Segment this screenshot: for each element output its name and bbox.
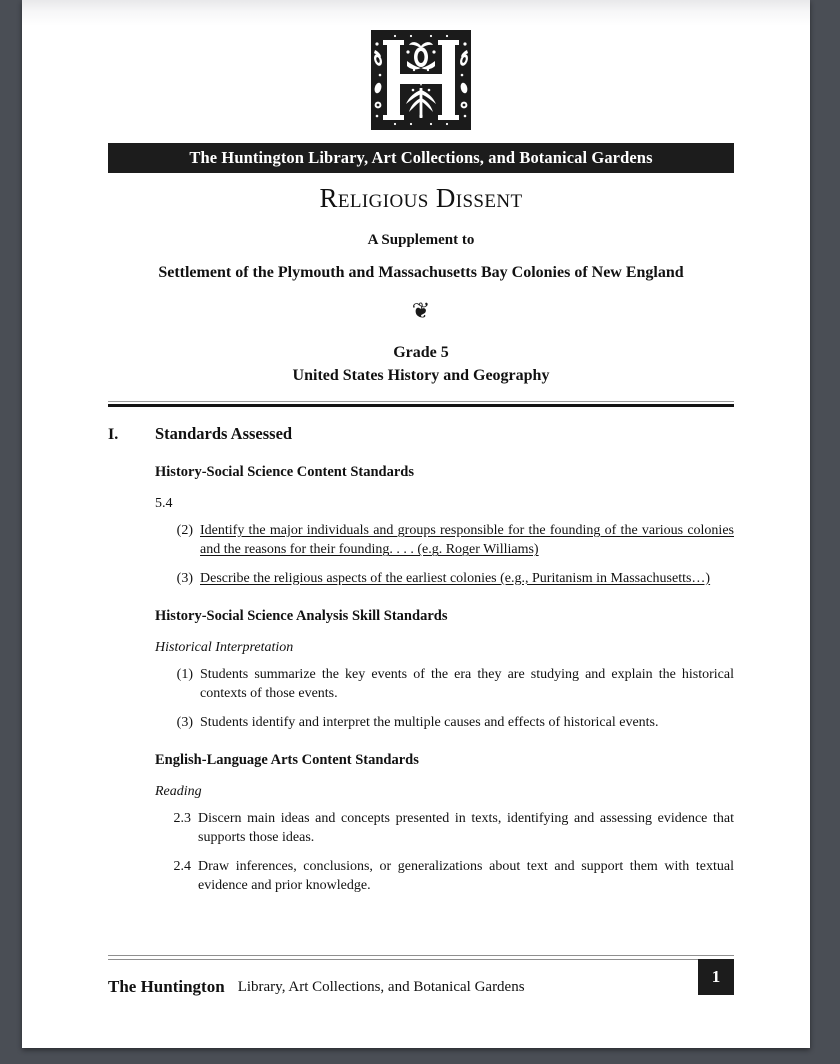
list-item-text: Identify the major individuals and groups responsible for the founding of the various colonies and the reasons for their founding. . . . (e.g. Roger Williams) [200, 523, 734, 558]
list-item-marker: (3) [176, 570, 193, 586]
list-item [155, 713, 734, 732]
standards-list [155, 809, 734, 895]
standards-list [155, 665, 734, 732]
document-body [108, 424, 734, 895]
subject-label: United States History and Geography [292, 366, 550, 384]
section-heading: Standards Assessed [155, 424, 293, 443]
list-item [155, 665, 734, 704]
supplement-label: A Supplement to [367, 232, 475, 248]
section-heading-row [108, 424, 734, 444]
list-item [155, 809, 734, 848]
footer-brand: The Huntington [108, 977, 225, 996]
group-heading: History-Social Science Content Standards [155, 464, 414, 480]
grade-label: Grade 5 [393, 344, 449, 361]
page-number-badge [698, 959, 734, 995]
page-number-text: 1 [711, 967, 721, 986]
huntington-logo [108, 27, 734, 138]
list-item-text: Students summarize the key events of the era they are studying and explain the historical contexts of those events. [200, 666, 734, 702]
list-item-text: Describe the religious aspects of the earliest colonies (e.g., Puritanism in Massachusetts…) [200, 570, 711, 586]
rule-line-bottom [108, 959, 734, 960]
document-page [22, 0, 810, 1048]
group-heading: English-Language Arts Content Standards [155, 751, 419, 768]
footer-subtitle: Library, Art Collections, and Botanical Gardens [237, 978, 525, 995]
standard-code: 5.4 [155, 496, 173, 511]
list-item-marker: (3) [176, 714, 193, 730]
list-item-marker: (2) [176, 523, 193, 538]
ornamental-fleuron-divider-icon: ❦ [411, 298, 431, 323]
list-item-text: Students identify and interpret the multiple causes and effects of historical events. [200, 714, 659, 730]
header-divider-rule [108, 401, 734, 409]
list-item-text: Discern main ideas and concepts presented in texts, identifying and assessing evidence that supports those ideas. [198, 810, 734, 846]
standards-group-hss-content [155, 464, 734, 588]
standards-group-hss-analysis [155, 608, 734, 732]
list-item-text: Draw inferences, conclusions, or generalizations about text and support them with textual evidence and prior knowledge. [198, 858, 734, 893]
list-item [155, 569, 734, 588]
standards-list [155, 521, 734, 588]
grade-subject-block [108, 342, 734, 387]
list-item-marker: 2.4 [173, 858, 191, 874]
supplement-title: Settlement of the Plymouth and Massachusetts Bay Colonies of New England [158, 264, 684, 281]
institution-banner-text: The Huntington Library, Art Collections, and Botanical Gardens [189, 148, 653, 167]
group-subheading: Historical Interpretation [155, 639, 294, 655]
list-item [155, 521, 734, 560]
logo-box [368, 27, 474, 133]
standards-group-ela-content [155, 752, 734, 895]
institution-banner [108, 143, 734, 173]
section-number: I. [108, 426, 119, 443]
footer-divider-rule [108, 955, 734, 962]
list-item-marker: (1) [176, 666, 193, 682]
page-footer [108, 970, 734, 1004]
huntington-ornate-h-logo-icon [371, 30, 471, 130]
group-subheading: Reading [155, 783, 202, 799]
group-heading: History-Social Science Analysis Skill Standards [155, 607, 448, 624]
list-item-marker: 2.3 [173, 810, 191, 826]
page-title: Religious Dissent [319, 183, 523, 213]
list-item [155, 857, 734, 896]
rule-thick-line [108, 404, 734, 407]
